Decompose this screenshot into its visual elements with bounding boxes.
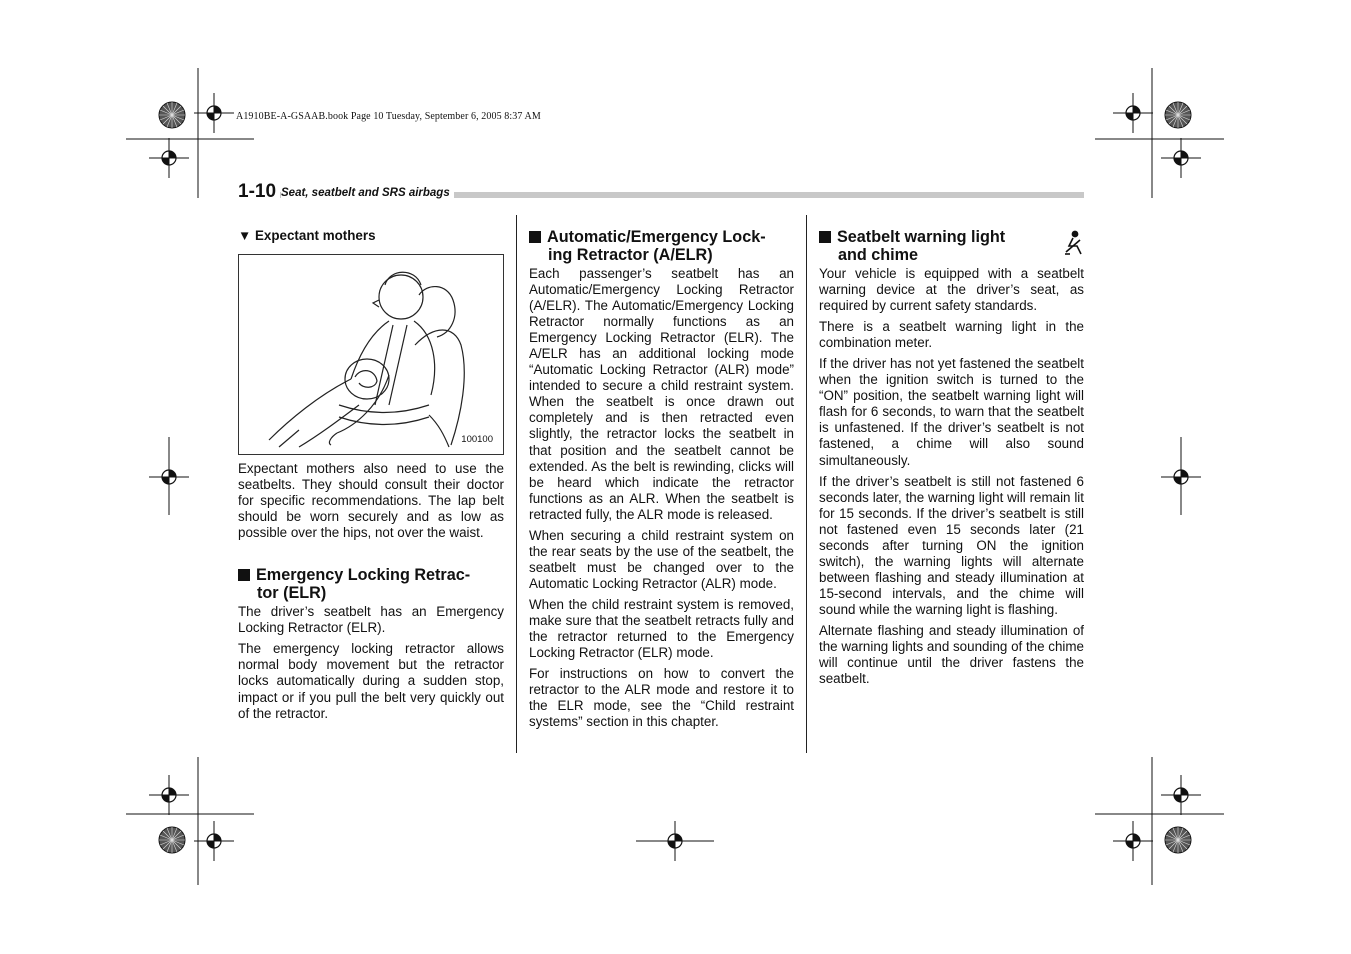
paragraph: The emergency locking retractor allows normal body movement but the retractor locks automatically during a sudden stop, impact or if you pull the belt very quickly out of the retractor. xyxy=(238,641,504,721)
paragraph: If the driver’s seatbelt is still not fastened 6 seconds later, the warning light will remain lit for 15 seconds. If the driver’s seatbelt is still not fastened even 15 seconds later (21 seconds after turning ON the ignition switch), the warning lights will alternate between flashing and steady illumination at 15-second intervals, and the chime will sound while the warning light is flashing. xyxy=(819,473,1084,617)
paragraph: There is a seatbelt warning light in the combination meter. xyxy=(819,319,1084,351)
heading-line: ing Retractor (A/ELR) xyxy=(548,246,713,264)
paragraph: If the driver has not yet fastened the seatbelt when the ignition switch is turned to the “ON” position, the seatbelt warning light will flash for 6 seconds, to warn that the seatbelt is unfastened. If the driver’s seatbelt is not fastened, a chime will also sound simultaneously. xyxy=(819,356,1084,468)
paragraph: Each passenger’s seatbelt has an Automatic/Emergency Locking Retractor (A/ELR). The Automatic/Emergency Locking Retractor normally functions as an Emergency Locking Retractor (ELR). The A/ELR has an additional locking mode “Automatic Locking Retractor (ALR) mode” intended to secure a child restraint system. When the seatbelt is once drawn out completely and is then retracted even slightly, the retractor locks the seatbelt in that position and the seatbelt cannot be extended. As the belt is rewinding, clicks will be heard which indicate the retractor functions as an ALR. When the seatbelt is retracted fully, the ALR mode is released. xyxy=(529,266,794,522)
heading-line: tor (ELR) xyxy=(257,584,327,603)
heading-line: and chime xyxy=(838,246,919,264)
heading-line: Emergency Locking Retrac- xyxy=(256,566,471,585)
file-meta: A1910BE-A-GSAAB.book Page 10 Tuesday, September 6, 2005 8:37 AM xyxy=(236,111,541,122)
figure-id: 100100 xyxy=(461,434,493,445)
heading-line: Automatic/Emergency Lock- xyxy=(547,228,766,246)
paragraph: Expectant mothers also need to use the seatbelts. They should consult their doctor for specific recommendations. The lap belt should be worn securely and as low as possible over the hips, not over the waist. xyxy=(238,461,504,541)
subheading-expectant-mothers: ▼ Expectant mothers xyxy=(238,228,376,243)
paragraph: When securing a child restraint system on the rear seats by the use of the seatbelt, the seatbelt must be changed over to the Automatic Locking Retractor (ALR) mode. xyxy=(529,527,794,591)
paragraph: Your vehicle is equipped with a seatbelt warning device at the driver’s seat, as required by current safety standards. xyxy=(819,266,1084,314)
paragraph: For instructions on how to convert the retractor to the ALR mode and restore it to the ELR mode, see the “Child restraint systems” section in this chapter. xyxy=(529,666,794,730)
paragraph: The driver’s seatbelt has an Emergency Locking Retractor (ELR). xyxy=(238,604,504,636)
section-title: Seat, seatbelt and SRS airbags xyxy=(281,187,454,199)
page-number: 1-10 xyxy=(238,181,280,203)
paragraph: When the child restraint system is removed, make sure that the seatbelt retracts fully and the retractor returned to the Emergency Locking Retractor (ELR) mode. xyxy=(529,596,794,661)
heading-line: Seatbelt warning light xyxy=(837,228,1006,246)
paragraph: Alternate flashing and steady illumination of the warning lights and sounding of the chime will continue until the driver fastens the seatbelt. xyxy=(819,622,1085,687)
